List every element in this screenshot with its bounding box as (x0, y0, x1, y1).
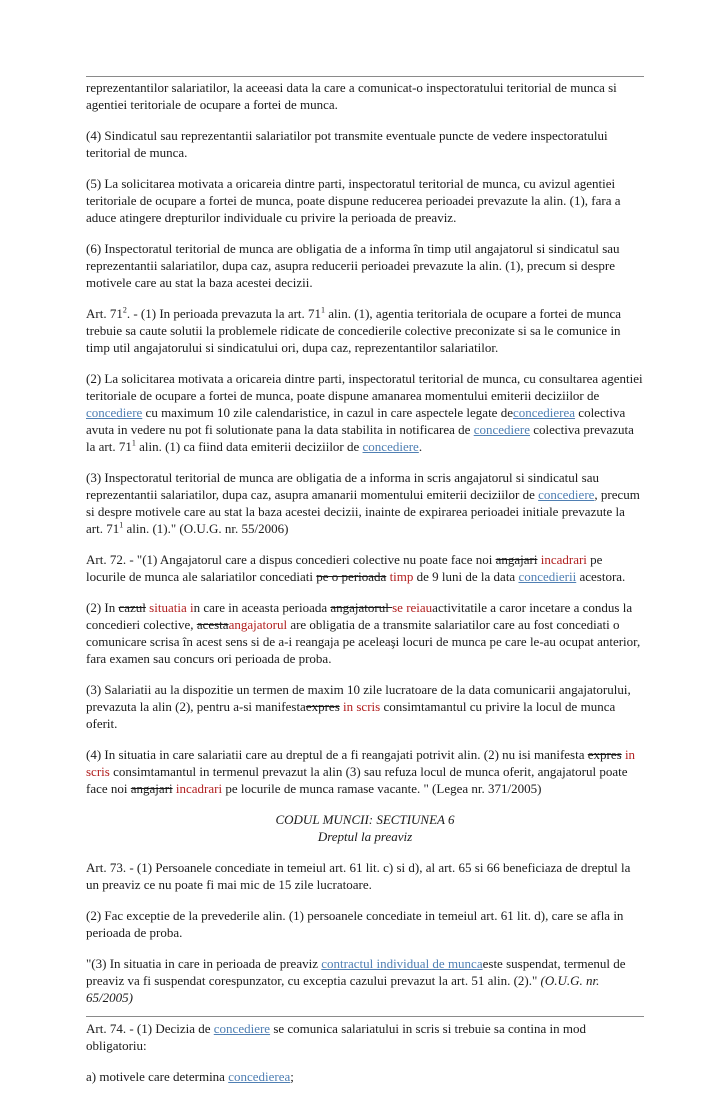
section-subtitle: Dreptul la preaviz (317, 829, 413, 844)
text-run: are obligatia de a transmite salariatilor care au fost concediati o comunicare scrisa în acest sens si de a-i reangaja pe aceleaşi locuri de munca pe care le-au ocupat anterior, fara examen sau concurs ori perioada de proba. (86, 617, 641, 666)
superscript: 1 (321, 305, 326, 315)
text-run: Art. 74. - (1) Decizia de (86, 1021, 214, 1036)
paragraph-art-71-2-alin-3 (86, 469, 644, 537)
text-run: (2) In (86, 600, 119, 615)
paragraph-art-72-alin-3 (86, 681, 644, 732)
paragraph-art-72-alin-4 (86, 746, 644, 797)
link-concedierii[interactable]: concedierii (518, 569, 577, 584)
text-run: pe locurile de munca ale salariatilor concediati (86, 552, 603, 584)
paragraph-art-71-2 (86, 305, 644, 356)
deleted-text: angajatorul (330, 600, 393, 615)
paragraph-art-71-2-alin-2 (86, 370, 644, 455)
paragraph-alin-6: (6) Inspectoratul teritorial de munca are obligatia de a informa în timp util angajatorul si sindicatul sau reprezentantii salariatilor, dupa caz, asupra reducerii perioadei prevazute la alin. (1), precum si despre motivele care au stat la baza acestei decizii. (86, 241, 620, 290)
inserted-text: angajatorul (228, 617, 288, 632)
document-body (86, 79, 644, 1099)
text-run: . (418, 439, 423, 454)
superscript: 2 (122, 305, 127, 315)
text-run: se comunica salariatului in scris si trebuie sa contina in mod obligatoriu: (86, 1021, 586, 1053)
page-top-divider (86, 76, 644, 77)
deleted-text: expres (305, 699, 340, 714)
text-run: n care in aceasta perioada (193, 600, 331, 615)
link-concedierea[interactable]: concedierea (228, 1069, 291, 1084)
text-run: consimtamantul in termenul prevazut la alin (3) sau refuza locul de munca oferit, angajatorul poate face noi (86, 764, 628, 796)
link-concediere[interactable]: concediere (473, 422, 530, 437)
deleted-text: angajari (130, 781, 173, 796)
link-concediere[interactable]: concediere (86, 405, 143, 420)
citation: (O.U.G. nr. 65/2005) (86, 973, 600, 1005)
text-run: , precum si despre motivele care au stat la baza acestei decizii, inainte de expirarea perioadei initiale prevazute la art. 71 (86, 487, 640, 536)
link-concediere[interactable]: concediere (538, 487, 595, 502)
text-run: "(3) In situatia in care in perioada de preaviz (86, 956, 322, 971)
text-run: (4) In situatia in care salariatii care au dreptul de a fi reangajati potrivit alin. (2) nu isi manifesta (86, 747, 588, 762)
inserted-text: se reiau (392, 600, 433, 615)
inserted-text: incadrari (172, 781, 223, 796)
text-run: consimtamantul cu privire la locul de munca oferit. (86, 699, 616, 731)
inserted-text: in scris (86, 747, 636, 779)
deleted-text: cazul (118, 600, 146, 615)
deleted-text: expres (587, 747, 622, 762)
superscript: 1 (131, 438, 136, 448)
section-heading (86, 811, 644, 845)
inserted-text: timp (386, 569, 414, 584)
deleted-text: pe o perioada (316, 569, 387, 584)
page-bottom-divider (86, 1016, 644, 1017)
text-run: colectiva prevazuta la art. 71 (86, 422, 634, 454)
link-concediere[interactable]: concediere (362, 439, 419, 454)
paragraph-alin-4: (4) Sindicatul sau reprezentantii salariatilor pot transmite eventuale puncte de vedere inspectoratului teritorial de munca. (86, 128, 608, 160)
text-run: (2) La solicitarea motivata a oricareia dintre parti, inspectoratul teritorial de munca, cu consultarea agentiei teritoriale de ocupare a fortei de munca, poate dispune amanarea momentului emiterii deciziilor de (86, 371, 643, 403)
text-run: alin. (1) ca fiind data emiterii deciziilor de (135, 439, 363, 454)
inserted-text: situatia i (145, 600, 194, 615)
text-run: Art. 72. - "(1) Angajatorul care a dispus concedieri colective nu poate face noi (86, 552, 496, 567)
text-run: activitatile a caror incetare a condus la concedieri colective, (86, 600, 633, 632)
inserted-text: in scris (339, 699, 381, 714)
deleted-text: acesta (196, 617, 229, 632)
text-run: (3) Inspectoratul teritorial de munca are obligatia de a informa in scris angajatorul si sindicatul sau reprezentantii salariatilor, dupa caz, asupra amanarii momentului emiterii deciziilor de (86, 470, 599, 502)
paragraph-alin-5: (5) La solicitarea motivata a oricareia dintre parti, inspectoratul teritorial de munca, cu avizul agentiei teritoriale de ocupare a fortei de munca, poate dispune reducerea perioadei prevazute la alin. (1), fara a aduce atingere drepturilor individuale cu privire la perioada de preaviz. (86, 176, 621, 225)
text-run: este suspendat, termenul de preaviz va fi suspendat corespunzator, cu exceptia cazului prevazut la art. 51 alin. (2)." (86, 956, 626, 988)
text-run: de 9 luni de la data (413, 569, 519, 584)
paragraph-art-72 (86, 551, 644, 585)
text-run: alin. (1), agentia teritoriala de ocupare a fortei de munca trebuie sa caute solutii la problemele ridicate de concedierile colective preconizate si sa le comunice in timp util angajatorului si sindicatului ori, dupa caz, reprezentantilor salariatilor. (86, 306, 621, 355)
link-concediere[interactable]: concediere (213, 1021, 271, 1036)
paragraph-art-74-lit-a (86, 1068, 644, 1085)
section-title: CODUL MUNCII: SECTIUNEA 6 (275, 812, 455, 827)
text-run: pe locurile de munca ramase vacante. " (Legea nr. 371/2005) (222, 781, 542, 796)
text-run: (3) Salariatii au la dispozitie un termen de maxim 10 zile lucratoare de la data comunicarii angajatorului, prevazuta la alin (2), pentru a-si manifesta (86, 682, 631, 714)
inserted-text: incadrari (537, 552, 587, 567)
paragraph-art-73-alin-3 (86, 955, 644, 1006)
text-run: alin. (1)." (O.U.G. nr. 55/2006) (123, 521, 289, 536)
paragraph-art-73: Art. 73. - (1) Persoanele concediate in temeiul art. 61 lit. c) si d), al art. 65 si 66 beneficiaza de dreptul la un preaviz ce nu poate fi mai mic de 15 zile lucratoare. (86, 860, 631, 892)
link-concedierea[interactable]: concedierea (512, 405, 576, 420)
text-run: cu maximum 10 zile calendaristice, in cazul in care aspectele legate de (142, 405, 513, 420)
text-run: acestora. (576, 569, 626, 584)
text-run: . - (1) In perioada prevazuta la art. 71 (126, 306, 322, 321)
paragraph-p1: reprezentantilor salariatilor, la aceeasi data la care a comunicat-o inspectoratului teritorial de munca si agentiei teritoriale de ocupare a fortei de munca. (86, 80, 617, 112)
text-run: colectiva avuta in vedere nu pot fi solutionate pana la data stabilita in notificarea de (86, 405, 626, 437)
paragraph-art-73-alin-2: (2) Fac exceptie de la prevederile alin. (1) persoanele concediate in temeiul art. 61 lit. d), care se afla in perioada de proba. (86, 908, 624, 940)
paragraph-art-74 (86, 1020, 644, 1054)
superscript: 1 (119, 520, 124, 530)
text-run: a) motivele care determina (86, 1069, 229, 1084)
deleted-text: angajari (495, 552, 538, 567)
text-run: ; (290, 1069, 294, 1084)
paragraph-art-72-alin-2 (86, 599, 644, 667)
link-contractul-individual-de-munca[interactable]: contractul individual de munca (321, 956, 483, 971)
text-run: Art. 71 (86, 306, 123, 321)
